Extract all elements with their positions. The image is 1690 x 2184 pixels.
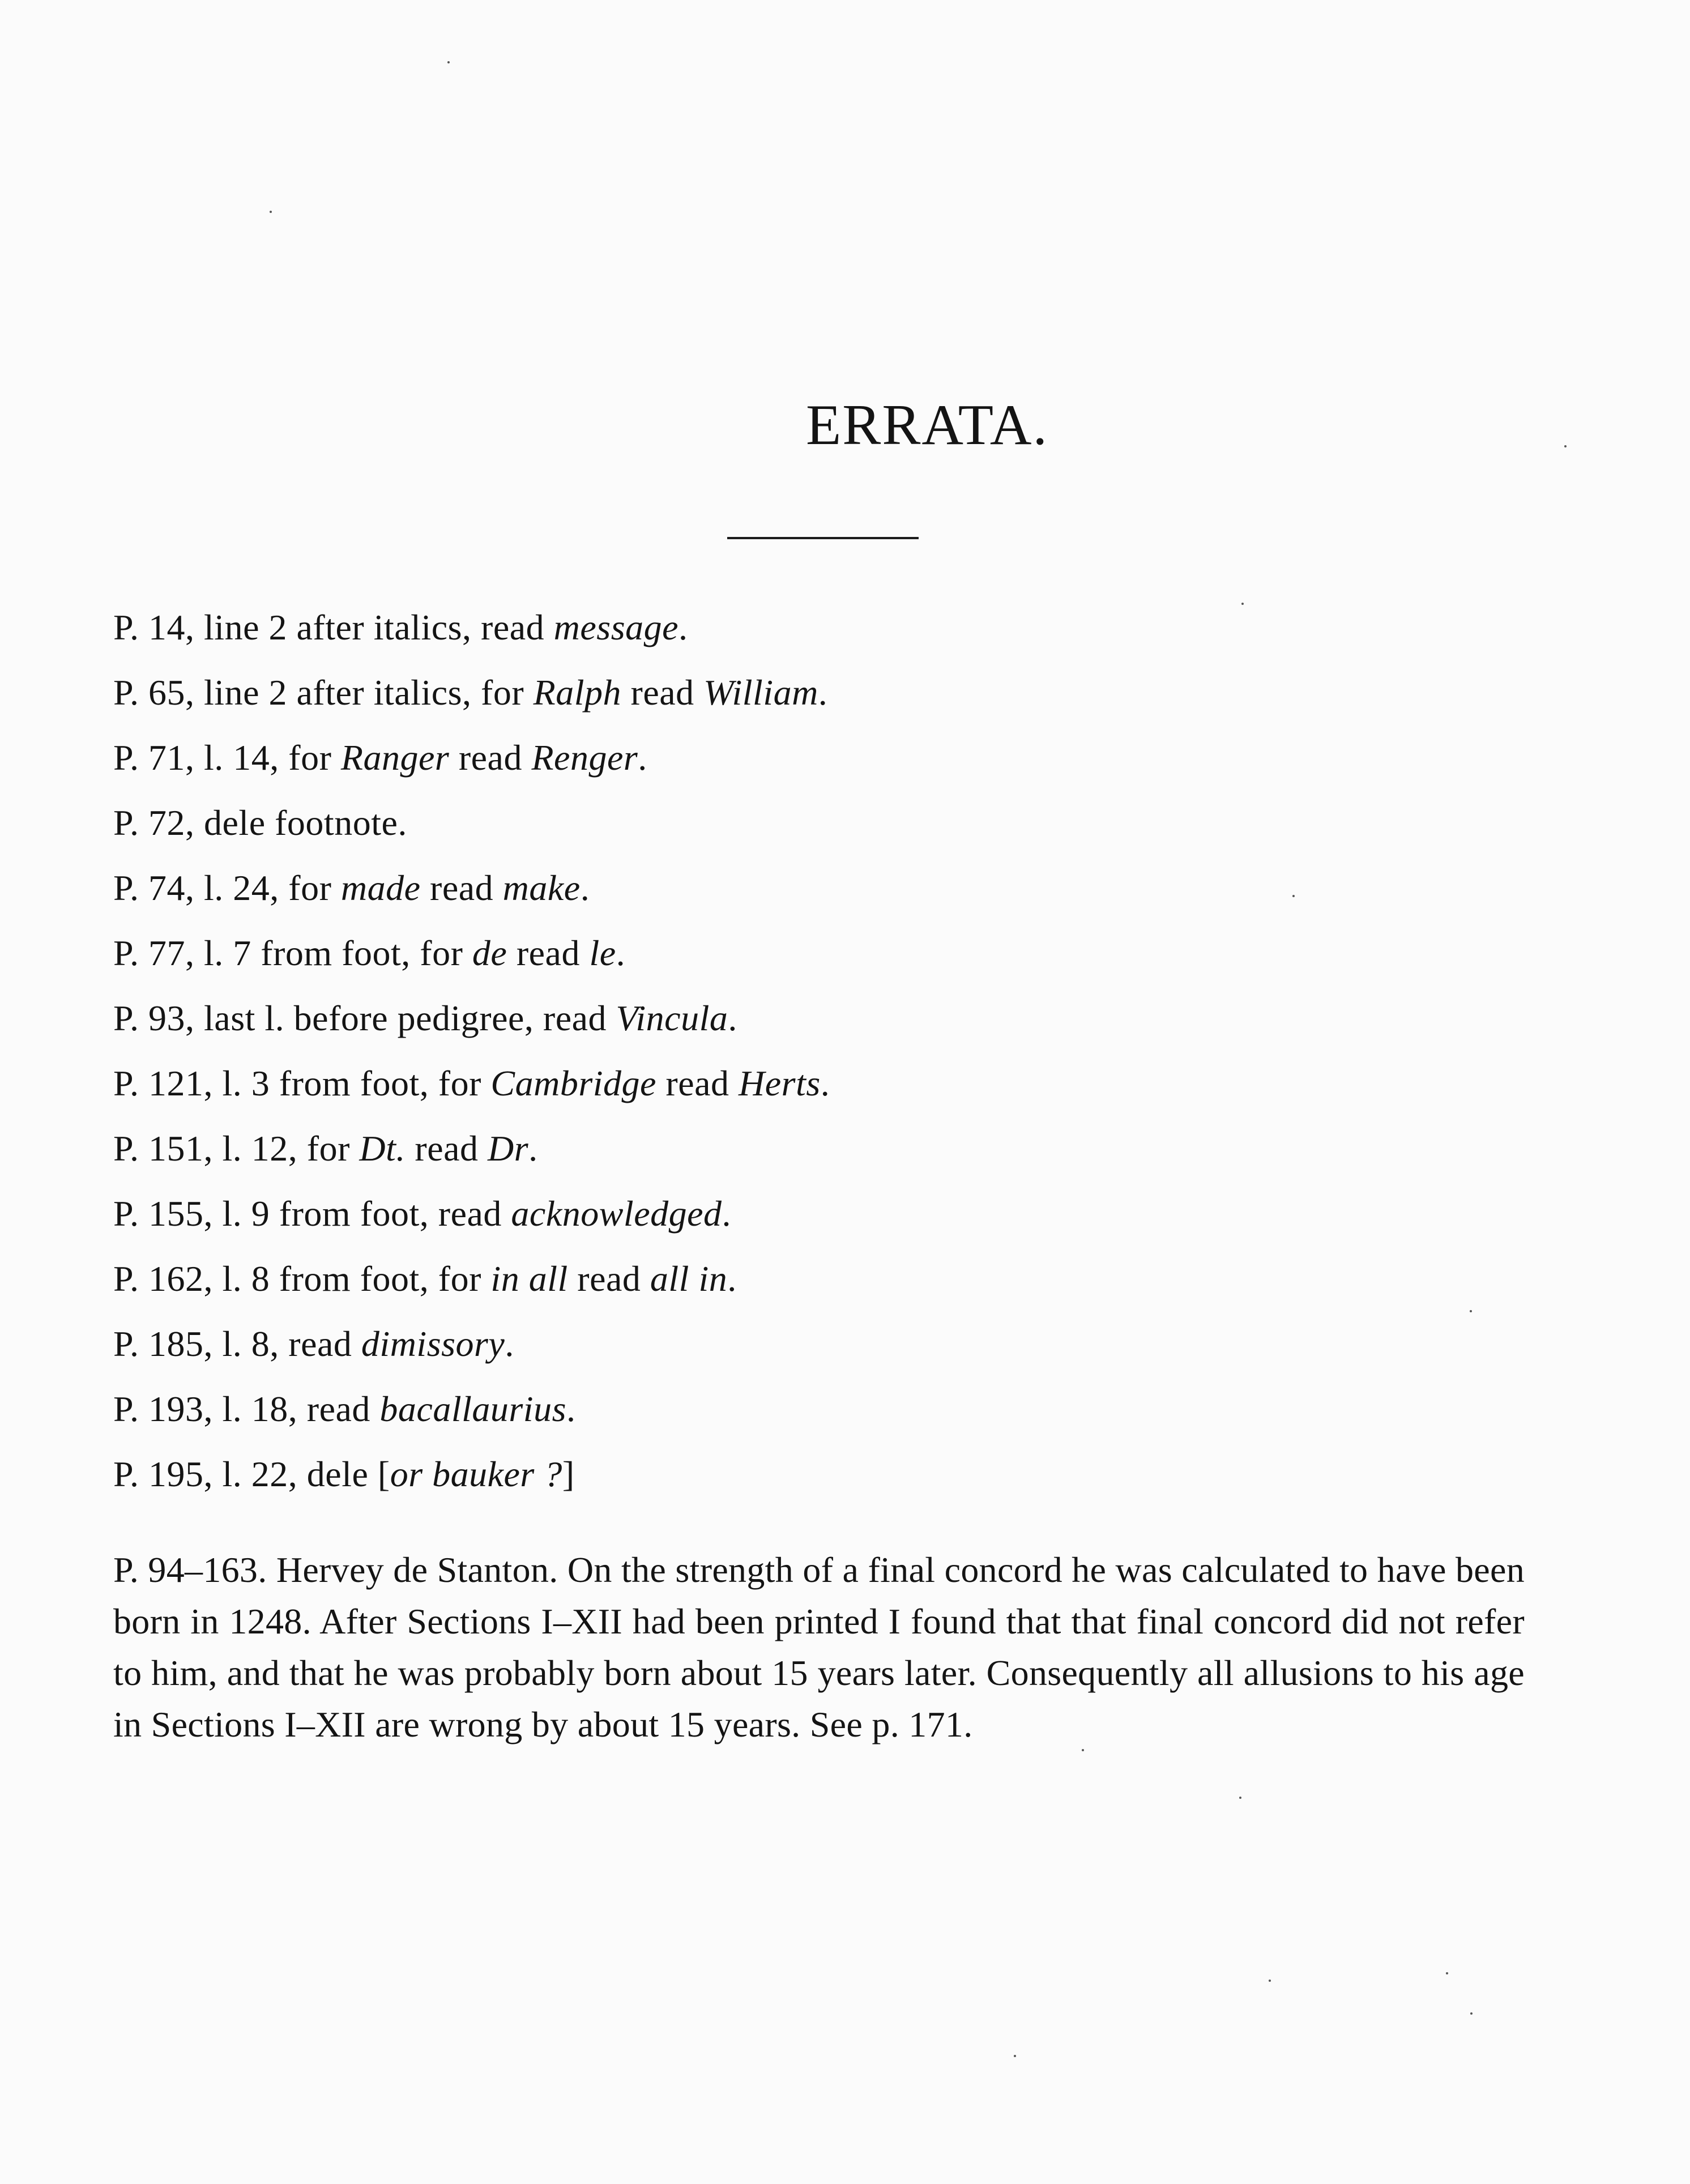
entry-italic: dimissory [361, 1324, 505, 1364]
entry-text: . [727, 1259, 737, 1299]
scan-speck [1564, 445, 1567, 447]
entry-text: . [580, 868, 590, 908]
erratum-entry [113, 790, 1586, 855]
entry-italic: Cambridge [490, 1063, 656, 1103]
entry-italic: William [703, 672, 818, 713]
page-title: ERRATA. [805, 393, 1049, 457]
entry-text: . [505, 1324, 514, 1364]
title-divider [727, 537, 919, 539]
entry-italic: Dr [488, 1128, 529, 1168]
entry-italic: made [340, 868, 421, 908]
entry-italic: all in [650, 1259, 728, 1299]
erratum-entry [113, 1181, 1586, 1246]
entry-text: . [616, 933, 626, 973]
entry-italic: make [502, 868, 581, 908]
entry-text: . [818, 672, 828, 713]
erratum-entry [113, 986, 1586, 1051]
scan-speck [1014, 2055, 1016, 2057]
erratum-entry [113, 1246, 1586, 1311]
errata-list [113, 595, 1586, 1507]
entry-text: P. 162, l. 8 from foot, for [113, 1259, 491, 1299]
scan-speck [1446, 1972, 1448, 1974]
entry-text: P. 77, l. 7 from foot, for [113, 933, 472, 973]
scan-speck [270, 211, 272, 213]
entry-text: . [820, 1063, 830, 1103]
entry-italic: Ranger [340, 737, 450, 778]
entry-text: P. 71, l. 14, for [113, 737, 341, 778]
erratum-entry [113, 1116, 1586, 1181]
erratum-entry [113, 660, 1586, 725]
erratum-entry [113, 920, 1586, 986]
erratum-entry [113, 1441, 1586, 1507]
entry-text: read [656, 1063, 739, 1103]
entry-text: P. 155, l. 9 from foot, read [113, 1193, 511, 1234]
entry-italic: Renger [531, 737, 638, 778]
entry-italic: or bauker ? [390, 1454, 562, 1494]
entry-text: P. 185, l. 8, read [113, 1324, 361, 1364]
entry-italic: de [472, 933, 507, 973]
entry-text: . [566, 1389, 576, 1429]
scan-speck [1292, 895, 1295, 897]
entry-text: . [528, 1128, 538, 1168]
entry-text: read [507, 933, 590, 973]
scan-speck [1239, 1797, 1241, 1799]
entry-text: P. 195, l. 22, dele [ [113, 1454, 390, 1494]
entry-italic: Ralph [533, 672, 622, 713]
scan-speck [1269, 1980, 1271, 1982]
entry-italic: Dt. [359, 1128, 406, 1168]
erratum-entry [113, 1051, 1586, 1116]
entry-text: read [405, 1128, 488, 1168]
entry-text: P. 65, line 2 after italics, for [113, 672, 534, 713]
entry-text: read [621, 672, 704, 713]
entry-text: . [722, 1193, 731, 1234]
erratum-entry [113, 855, 1586, 920]
entry-text: P. 193, l. 18, read [113, 1389, 380, 1429]
entry-text: P. 151, l. 12, for [113, 1128, 360, 1168]
scan-speck [1470, 2012, 1473, 2015]
erratum-entry [113, 1311, 1586, 1376]
entry-text: . [638, 737, 647, 778]
entry-text: ] [562, 1454, 575, 1494]
erratum-entry [113, 1376, 1586, 1441]
entry-italic: bacallaurius [379, 1389, 566, 1429]
entry-italic: in all [490, 1259, 568, 1299]
entry-italic: Vincula [616, 998, 728, 1038]
entry-text: P. 74, l. 24, for [113, 868, 341, 908]
entry-text: read [567, 1259, 650, 1299]
entry-italic: acknowledged [511, 1193, 722, 1234]
entry-text: P. 93, last l. before pedigree, read [113, 998, 616, 1038]
erratum-entry [113, 595, 1586, 660]
entry-italic: message [553, 607, 678, 647]
entry-text: P. 14, line 2 after italics, read [113, 607, 554, 647]
entry-text: read [449, 737, 532, 778]
entry-italic: le [589, 933, 616, 973]
entry-text: . [678, 607, 688, 647]
erratum-entry [113, 725, 1586, 790]
scan-speck [447, 61, 450, 63]
entry-text: P. 72, dele footnote. [113, 803, 407, 843]
scan-speck [1082, 1749, 1084, 1751]
entry-text: read [420, 868, 503, 908]
entry-text: P. 121, l. 3 from foot, for [113, 1063, 491, 1103]
entry-text: . [728, 998, 737, 1038]
entry-italic: Herts [739, 1063, 821, 1103]
scan-speck [1241, 603, 1244, 605]
erratum-note: P. 94–163. Hervey de Stanton. On the strength of a final concord he was calculated to have been born in 1248. After Sections I–XII had been printed I found that that final concord did not refer to him, and that he was probably born about 15 years later. Consequently all allusions to his age in Sections I–XII are wrong by about 15 years. See p. 171. [113, 1550, 1525, 1744]
scan-speck [1470, 1310, 1472, 1312]
